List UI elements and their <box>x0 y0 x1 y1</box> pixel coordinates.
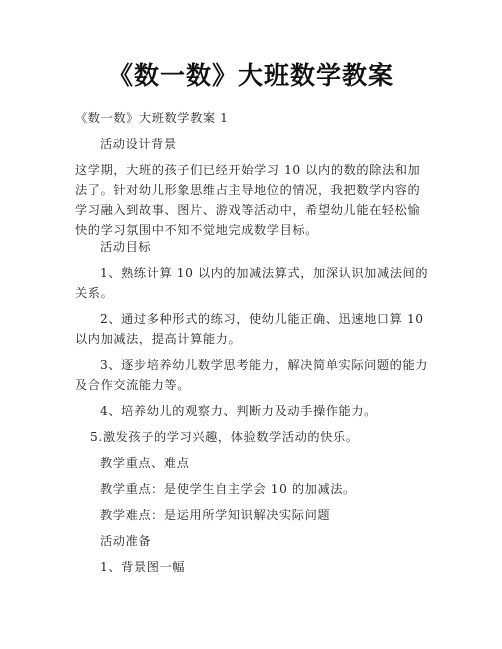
document-title: 《数一数》大班数学教案 <box>107 61 394 90</box>
goal-item-2: 2、通过多种形式的练习，使幼儿能正确、迅速地口算 10 以内加减法，提高计算能力。 <box>75 312 424 346</box>
section-heading-goals: 活动目标 <box>100 240 152 254</box>
section-heading-preparation: 活动准备 <box>100 534 152 548</box>
section-heading-background: 活动设计背景 <box>100 137 177 151</box>
goal-item-1: 1、熟练计算 10 以内的加减法算式，加深认识加减法间的关系。 <box>75 266 429 300</box>
section-heading-key-points: 教学重点、难点 <box>100 456 190 470</box>
goal-item-4: 4、培养幼儿的观察力、判断力及动手操作能力。 <box>100 404 377 418</box>
key-point-text: 教学重点：是使学生自主学会 10 的加减法。 <box>100 482 356 496</box>
background-paragraph: 这学期，大班的孩子们已经开始学习 10 以内的数的除法和加法了。针对幼儿形象思维占主导地位的情况，我把数学内容的学习融入到故事、图片、游戏等活动中，希望幼儿能在轻松愉快的学习氛围中不知不觉地完成数学目标。 <box>75 163 421 237</box>
difficulty-text: 教学难点：是运用所学知识解决实际问题 <box>100 508 331 522</box>
goal-item-5: 5.激发孩子的学习兴趣，体验数学活动的快乐。 <box>90 430 359 444</box>
goal-item-3: 3、逐步培养幼儿数学思考能力，解决简单实际问题的能力及合作交流能力等。 <box>75 358 429 392</box>
preparation-item-1: 1、背景图一幅 <box>100 560 186 574</box>
lesson-heading: 《数一数》大班数学教案 1 <box>75 111 229 125</box>
